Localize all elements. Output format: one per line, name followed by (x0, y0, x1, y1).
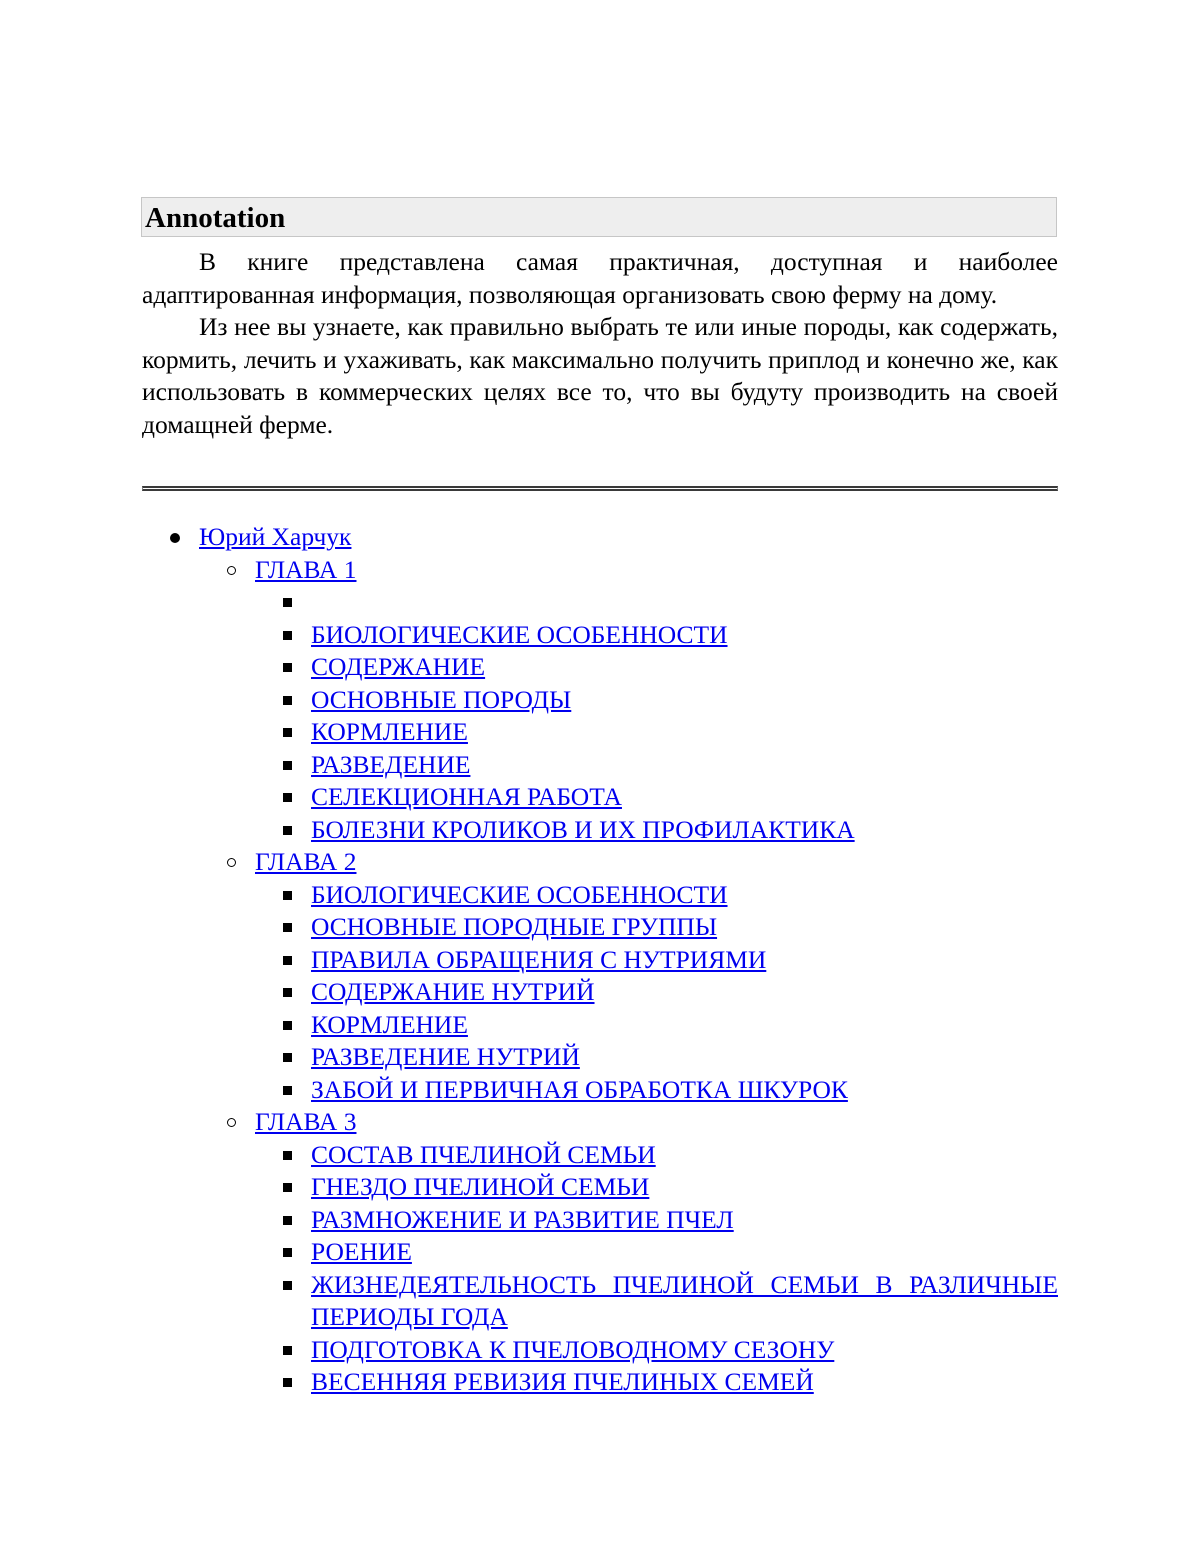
circle-bullet-icon (227, 858, 236, 867)
toc-section-item (255, 1139, 1058, 1172)
square-bullet-icon (283, 826, 292, 835)
toc-section-item (255, 781, 1058, 814)
toc-section-item (255, 1334, 1058, 1367)
toc-section-link[interactable]: СОДЕРЖАНИЕ НУТРИЙ (311, 977, 595, 1006)
toc-chapter-link[interactable]: ГЛАВА 3 (255, 1107, 357, 1136)
toc-section-item (255, 1204, 1058, 1237)
square-bullet-icon (283, 988, 292, 997)
toc-section-item (255, 1236, 1058, 1269)
square-bullet-icon (283, 956, 292, 965)
toc-section-item (255, 1269, 1058, 1334)
toc-section-link[interactable]: КОРМЛЕНИЕ (311, 717, 468, 746)
toc-section-item (255, 619, 1058, 652)
square-bullet-icon (283, 1216, 292, 1225)
toc-section-item (255, 944, 1058, 977)
toc-section-item (255, 749, 1058, 782)
square-bullet-icon (283, 1053, 292, 1062)
toc-section-list (255, 586, 1058, 846)
toc-section-item (255, 1074, 1058, 1107)
annotation-paragraph: Из нее вы узнаете, как правильно выбрать те или иные породы, как содержать, кормить, лечить и ухаживать, как максимально получить приплод и конечно же, как использовать в коммерческих целях все то, что вы будуту производить на своей домащней ферме. (142, 312, 1058, 439)
square-bullet-icon (283, 598, 292, 607)
toc-section-link[interactable]: РАЗМНОЖЕНИЕ И РАЗВИТИЕ ПЧЕЛ (311, 1204, 734, 1234)
circle-bullet-icon (227, 1118, 236, 1127)
toc-section-link[interactable]: СЕЛЕКЦИОННАЯ РАБОТА (311, 782, 622, 811)
toc-section-link[interactable]: ПРАВИЛА ОБРАЩЕНИЯ С НУТРИЯМИ (311, 944, 767, 974)
annotation-body (142, 246, 1058, 441)
toc-section-link[interactable]: ЗАБОЙ И ПЕРВИЧНАЯ ОБРАБОТКА ШКУРОК (311, 1074, 848, 1104)
toc-section-item (255, 879, 1058, 912)
toc-author-item (142, 521, 1058, 1399)
square-bullet-icon (283, 1281, 292, 1290)
toc-section-item (255, 586, 1058, 619)
toc-section-list (255, 1139, 1058, 1399)
square-bullet-icon (283, 663, 292, 672)
toc-section-item (255, 651, 1058, 684)
toc-chapter-link[interactable]: ГЛАВА 1 (255, 554, 357, 584)
toc-section-item (255, 1041, 1058, 1074)
square-bullet-icon (283, 761, 292, 770)
toc-section-link[interactable]: РОЕНИЕ (311, 1237, 412, 1266)
toc-section-item (255, 911, 1058, 944)
toc-section-link[interactable]: БОЛЕЗНИ КРОЛИКОВ И ИХ ПРОФИЛАКТИКА (311, 814, 855, 844)
circle-bullet-icon (227, 566, 236, 575)
toc-section-link[interactable]: БИОЛОГИЧЕСКИЕ ОСОБЕННОСТИ (311, 619, 728, 649)
disc-bullet-icon (170, 533, 180, 543)
square-bullet-icon (283, 1151, 292, 1160)
toc-section-link[interactable]: СОСТАВ ПЧЕЛИНОЙ СЕМЬИ (311, 1139, 656, 1169)
toc-section-item (255, 1009, 1058, 1042)
toc-author-list (142, 521, 1058, 1399)
table-of-contents (142, 521, 1058, 1399)
square-bullet-icon (283, 1086, 292, 1095)
toc-section-link[interactable]: КОРМЛЕНИЕ (311, 1009, 468, 1039)
toc-section-item (255, 976, 1058, 1009)
toc-section-link[interactable]: ПОДГОТОВКА К ПЧЕЛОВОДНОМУ СЕЗОНУ (311, 1334, 835, 1364)
toc-section-link[interactable]: ЖИЗНЕДЕЯТЕЛЬНОСТЬ ПЧЕЛИНОЙ СЕМЬИ В РАЗЛИЧНЫЕ ПЕРИОДЫ ГОДА (311, 1269, 1058, 1331)
square-bullet-icon (283, 1346, 292, 1355)
square-bullet-icon (283, 1378, 292, 1387)
toc-section-link[interactable]: РАЗВЕДЕНИЕ (311, 749, 471, 779)
square-bullet-icon (283, 891, 292, 900)
toc-section-item (255, 1366, 1058, 1399)
toc-section-list (255, 879, 1058, 1107)
annotation-heading: Annotation (141, 197, 1057, 237)
toc-section-link[interactable]: РАЗВЕДЕНИЕ НУТРИЙ (311, 1042, 580, 1071)
square-bullet-icon (283, 923, 292, 932)
toc-chapter-item (199, 1106, 1058, 1399)
annotation-paragraph: В книге представлена самая практичная, доступная и наиболее адаптированная информация, позволяющая организовать свою ферму на дому. (142, 247, 1058, 309)
toc-section-link[interactable]: БИОЛОГИЧЕСКИЕ ОСОБЕННОСТИ (311, 879, 728, 909)
square-bullet-icon (283, 728, 292, 737)
toc-section-item (255, 1171, 1058, 1204)
toc-section-link[interactable]: СОДЕРЖАНИЕ (311, 652, 486, 681)
square-bullet-icon (283, 631, 292, 640)
toc-author-link[interactable]: Юрий Харчук (199, 522, 352, 551)
square-bullet-icon (283, 1021, 292, 1030)
toc-chapter-item (199, 846, 1058, 1106)
toc-section-item (255, 684, 1058, 717)
toc-section-link[interactable]: ОСНОВНЫЕ ПОРОДНЫЕ ГРУППЫ (311, 912, 718, 941)
square-bullet-icon (283, 793, 292, 802)
toc-chapter-item (199, 554, 1058, 847)
toc-chapter-list (199, 554, 1058, 1399)
square-bullet-icon (283, 696, 292, 705)
toc-section-item (255, 716, 1058, 749)
toc-section-item (255, 814, 1058, 847)
section-divider (142, 486, 1058, 491)
toc-section-link[interactable]: ОСНОВНЫЕ ПОРОДЫ (311, 684, 572, 714)
toc-section-link[interactable]: ГНЕЗДО ПЧЕЛИНОЙ СЕМЬИ (311, 1172, 650, 1201)
square-bullet-icon (283, 1183, 292, 1192)
square-bullet-icon (283, 1248, 292, 1257)
toc-section-link[interactable]: ВЕСЕННЯЯ РЕВИЗИЯ ПЧЕЛИНЫХ СЕМЕЙ (311, 1367, 814, 1396)
toc-chapter-link[interactable]: ГЛАВА 2 (255, 847, 357, 876)
